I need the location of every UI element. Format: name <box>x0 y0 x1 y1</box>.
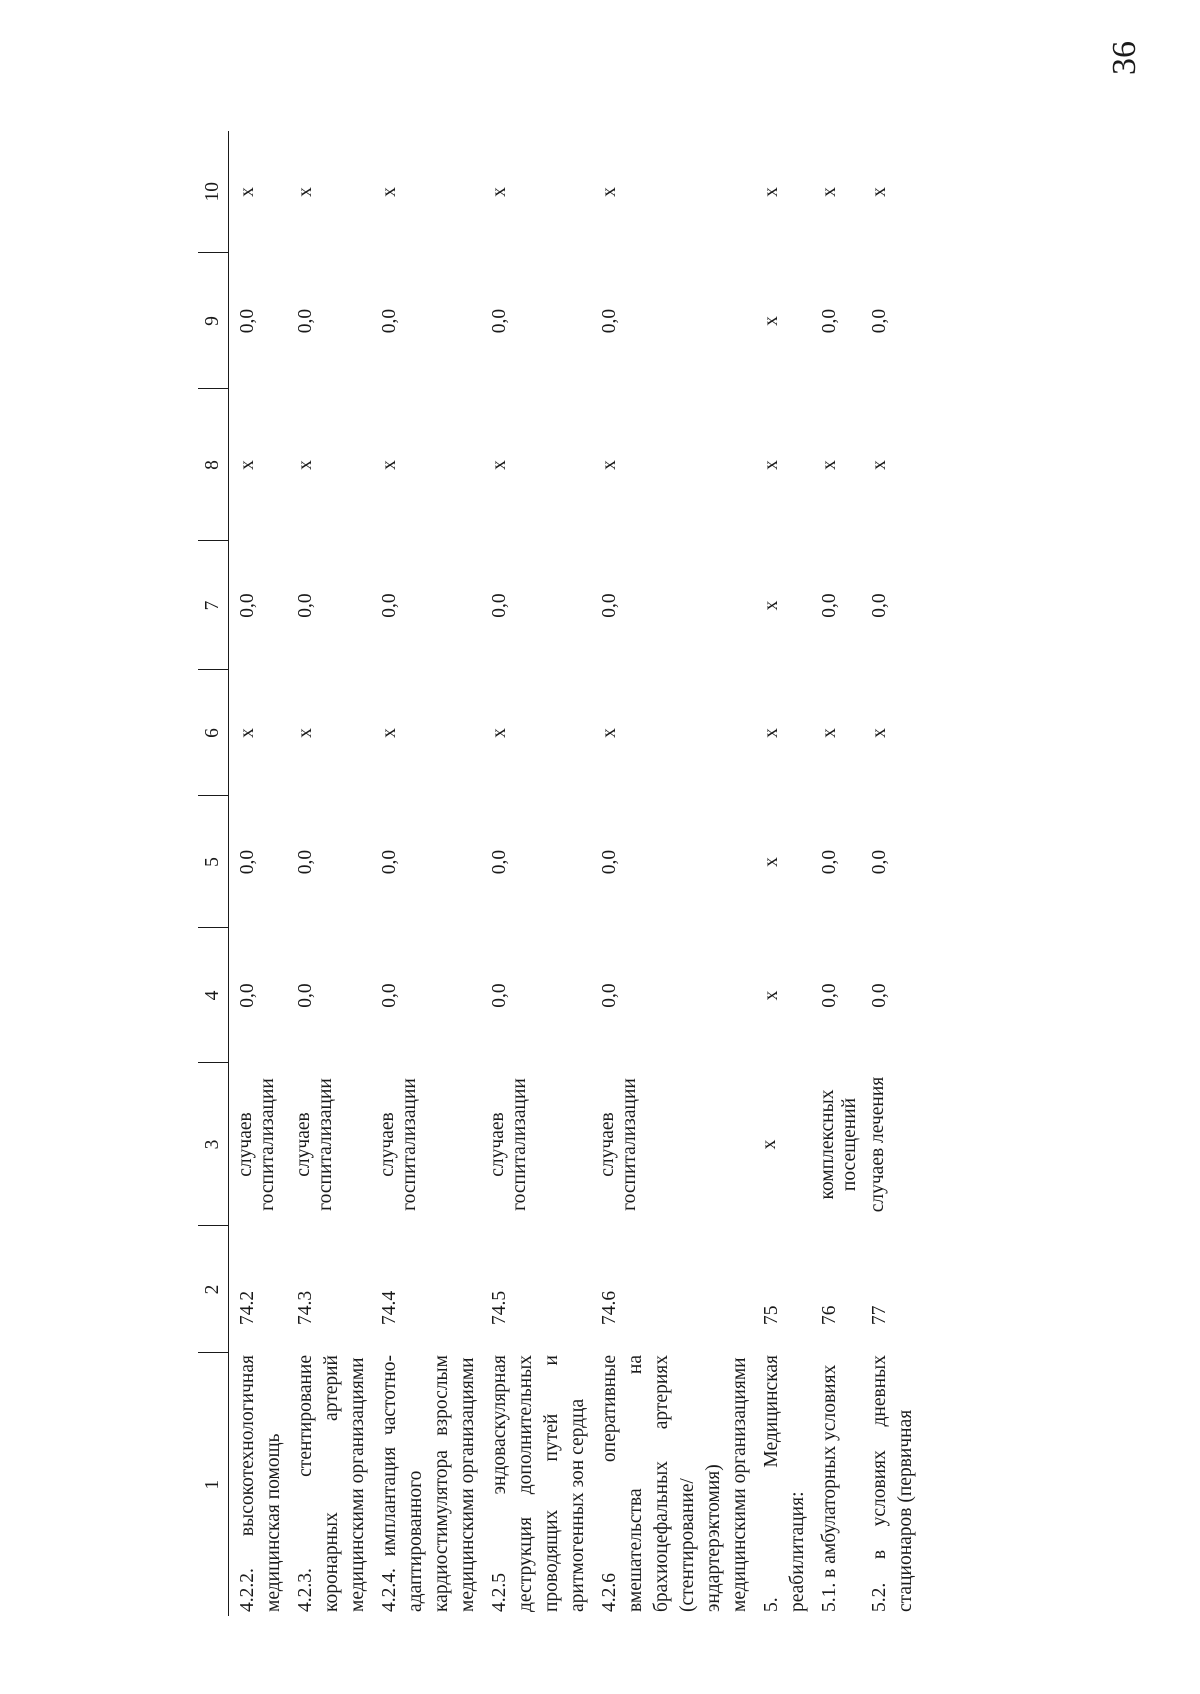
cell-col-5: 0,0 <box>379 849 400 875</box>
row-name: 4.2.3. стентирование коронарных артерий медицинскими организациями <box>295 1355 368 1612</box>
row-unit: комплексных посещений <box>817 1089 860 1200</box>
row-line-number: 74.3 <box>295 1290 316 1325</box>
cell-col-5: 0,0 <box>295 849 316 875</box>
row-unit: случаев госпитализации <box>293 1078 336 1211</box>
cell-col-4: 0,0 <box>819 983 840 1008</box>
cell-col-6: x <box>489 728 510 738</box>
row-line-number: 75 <box>761 1305 782 1325</box>
col-header-10: 10 <box>198 131 229 253</box>
row-line-number: 77 <box>869 1305 890 1325</box>
page-number: 36 <box>1106 41 1143 75</box>
col-header-8: 8 <box>198 389 229 541</box>
cell-col-6: x <box>379 728 400 738</box>
row-line-number: 74.2 <box>237 1290 258 1325</box>
cell-col-8: x <box>237 460 258 470</box>
row-unit: x <box>759 1139 780 1150</box>
cell-col-7: 0,0 <box>379 593 400 618</box>
cell-col-6: x <box>599 728 620 738</box>
table-row <box>591 131 753 1616</box>
cell-col-7: 0,0 <box>237 593 258 618</box>
table-row <box>861 131 919 1616</box>
row-unit: случаев госпитализации <box>377 1078 420 1211</box>
table-row <box>811 131 861 1616</box>
cell-col-8: x <box>599 460 620 470</box>
table-row <box>287 131 371 1616</box>
cell-col-4: 0,0 <box>379 983 400 1008</box>
col-header-2: 2 <box>198 1226 229 1353</box>
col-header-6: 6 <box>198 670 229 796</box>
cell-col-8: x <box>869 460 890 470</box>
cell-col-9: 0,0 <box>379 308 400 334</box>
col-header-5: 5 <box>198 796 229 928</box>
cell-col-5: 0,0 <box>869 849 890 875</box>
row-name: 5.1. в амбулаторных условиях <box>819 1364 840 1612</box>
cell-col-9: 0,0 <box>599 308 620 334</box>
cell-col-9: 0,0 <box>295 308 316 334</box>
cell-col-10: x <box>761 187 782 197</box>
cell-col-6: x <box>295 728 316 738</box>
row-unit: случаев госпитализации <box>235 1078 278 1211</box>
cell-col-10: x <box>237 187 258 197</box>
cell-col-4: 0,0 <box>489 983 510 1008</box>
cell-col-10: x <box>295 187 316 197</box>
cell-col-7: x <box>761 600 782 611</box>
cell-col-10: x <box>869 187 890 197</box>
cell-col-5: 0,0 <box>819 849 840 875</box>
cell-col-8: x <box>295 460 316 470</box>
table-row <box>371 131 481 1616</box>
row-name: 5.2. в условиях дневных стационаров (первичная <box>869 1355 916 1612</box>
cell-col-8: x <box>489 460 510 470</box>
cell-col-9: 0,0 <box>489 308 510 334</box>
row-name: 4.2.6 оперативные вмешательства на брахиоцефальных артериях (стентирование/ эндартерэктомия) медицинскими организациями <box>599 1355 750 1612</box>
row-name: 4.2.5 эндоваскулярная деструкция дополнительных проводящих путей и аритмогенных зон сердца <box>489 1355 588 1612</box>
cell-col-7: 0,0 <box>489 593 510 618</box>
cell-col-4: 0,0 <box>237 983 258 1008</box>
table-row <box>753 131 811 1616</box>
row-name: 4.2.4. имплантация частотно-адаптированного кардиостимулятора взрослым медицинскими организациями <box>379 1355 478 1612</box>
cell-col-8: x <box>761 460 782 470</box>
header-row <box>198 131 229 1616</box>
col-header-3: 3 <box>198 1063 229 1226</box>
table-row <box>481 131 591 1616</box>
cell-col-5: 0,0 <box>489 849 510 875</box>
col-header-7: 7 <box>198 541 229 670</box>
cell-col-7: 0,0 <box>869 593 890 618</box>
row-name: 4.2.2. высокотехнологичная медицинская помощь <box>237 1355 284 1612</box>
row-unit: случаев госпитализации <box>487 1078 530 1211</box>
cell-col-6: x <box>819 728 840 738</box>
cell-col-6: x <box>237 728 258 738</box>
cell-col-5: 0,0 <box>237 849 258 875</box>
col-header-4: 4 <box>198 928 229 1063</box>
cell-col-7: 0,0 <box>295 593 316 618</box>
col-header-9: 9 <box>198 253 229 389</box>
cell-col-7: 0,0 <box>819 593 840 618</box>
row-line-number: 76 <box>819 1305 840 1325</box>
cell-col-4: 0,0 <box>869 983 890 1008</box>
cell-col-9: 0,0 <box>869 308 890 334</box>
row-unit: случаев лечения <box>867 1076 888 1213</box>
cell-col-10: x <box>819 187 840 197</box>
row-line-number: 74.5 <box>489 1290 510 1325</box>
cell-col-9: 0,0 <box>237 308 258 334</box>
table-row <box>229 131 288 1616</box>
cell-col-10: x <box>489 187 510 197</box>
row-name: 5. Медицинская реабилитация: <box>761 1355 808 1612</box>
cell-col-6: x <box>761 728 782 738</box>
row-line-number: 74.6 <box>599 1290 620 1325</box>
cell-col-6: x <box>869 728 890 738</box>
cell-col-7: 0,0 <box>599 593 620 618</box>
cell-col-10: x <box>379 187 400 197</box>
row-line-number: 74.4 <box>379 1290 400 1325</box>
cell-col-4: x <box>761 990 782 1001</box>
cell-col-4: 0,0 <box>599 983 620 1008</box>
cell-col-9: 0,0 <box>819 308 840 334</box>
cell-col-5: 0,0 <box>599 849 620 875</box>
cell-col-5: x <box>761 857 782 867</box>
cell-col-4: 0,0 <box>295 983 316 1008</box>
cell-col-8: x <box>379 460 400 470</box>
cell-col-9: x <box>761 316 782 326</box>
row-unit: случаев госпитализации <box>597 1078 640 1211</box>
cell-col-10: x <box>599 187 620 197</box>
cell-col-8: x <box>819 460 840 470</box>
col-header-1: 1 <box>198 1353 229 1616</box>
data-table <box>198 131 919 1616</box>
